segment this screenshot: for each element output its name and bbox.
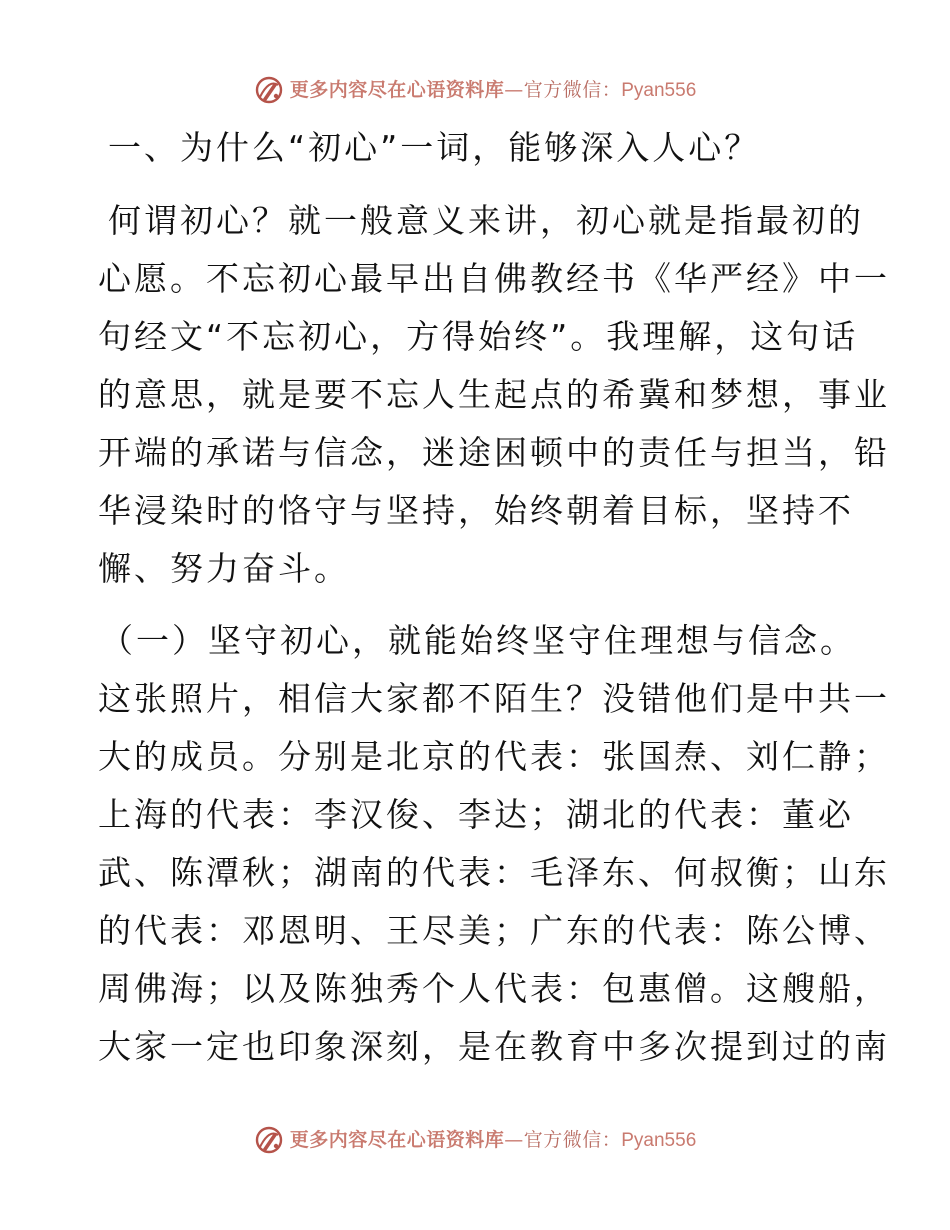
watermark-text [290,1128,697,1153]
header-watermark [0,70,950,110]
pen-logo-icon [254,1125,284,1155]
watermark-separator: — [504,78,524,101]
paragraph-line: 开端的承诺与信念，迷途困顿中的责任与担当，铅 [98,433,890,472]
watermark-text [290,78,697,103]
watermark-title: 更多内容尽在心语资料库 [289,1128,505,1151]
paragraph-line: 武、陈潭秋；湖南的代表：毛泽东、何叔衡；山东 [98,853,890,892]
pen-logo-icon [254,75,284,105]
footer-watermark [0,1120,950,1160]
paragraph-line: 这张照片，相信大家都不陌生？没错他们是中共一 [98,679,890,718]
section-heading: 一、为什么“初心”一词，能够深入人心？ [108,128,761,167]
paragraph-line: 大家一定也印象深刻，是在教育中多次提到过的南 [98,1027,890,1066]
paragraph-definition [98,192,890,598]
paragraph-line: 周佛海；以及陈独秀个人代表：包惠僧。这艘船， [98,969,890,1008]
paragraph-line: 句经文“不忘初心，方得始终”。我理解，这句话 [98,317,859,356]
watermark-label: 官方微信： [523,1128,622,1151]
document-body [98,118,890,1076]
paragraph-line: 心愿。不忘初心最早出自佛教经书《华严经》中一 [98,259,890,298]
paragraph-line: 的意思，就是要不忘人生起点的希冀和梦想，事业 [98,375,890,414]
paragraph-subsection-one [98,612,890,1076]
paragraph-line: 的代表：邓恩明、王尽美；广东的代表：陈公博、 [98,911,890,950]
watermark-wechat-id: Pyan556 [621,79,697,101]
watermark-wechat-id: Pyan556 [621,1129,697,1151]
paragraph-line: 何谓初心？就一般意义来讲，初心就是指最初的 [108,201,864,240]
watermark-title: 更多内容尽在心语资料库 [289,78,505,101]
paragraph-line: 华浸染时的恪守与坚持，始终朝着目标，坚持不 [98,491,854,530]
paragraph-line: 懈、努力奋斗。 [98,549,350,588]
paragraph-line: 大的成员。分别是北京的代表：张国焘、刘仁静； [98,737,890,776]
watermark-label: 官方微信： [523,78,622,101]
paragraph-line: 上海的代表：李汉俊、李达；湖北的代表：董必 [98,795,854,834]
subsection-heading-line: （一）坚守初心，就能始终坚守住理想与信念。 [100,621,856,660]
watermark-separator: — [504,1128,524,1151]
